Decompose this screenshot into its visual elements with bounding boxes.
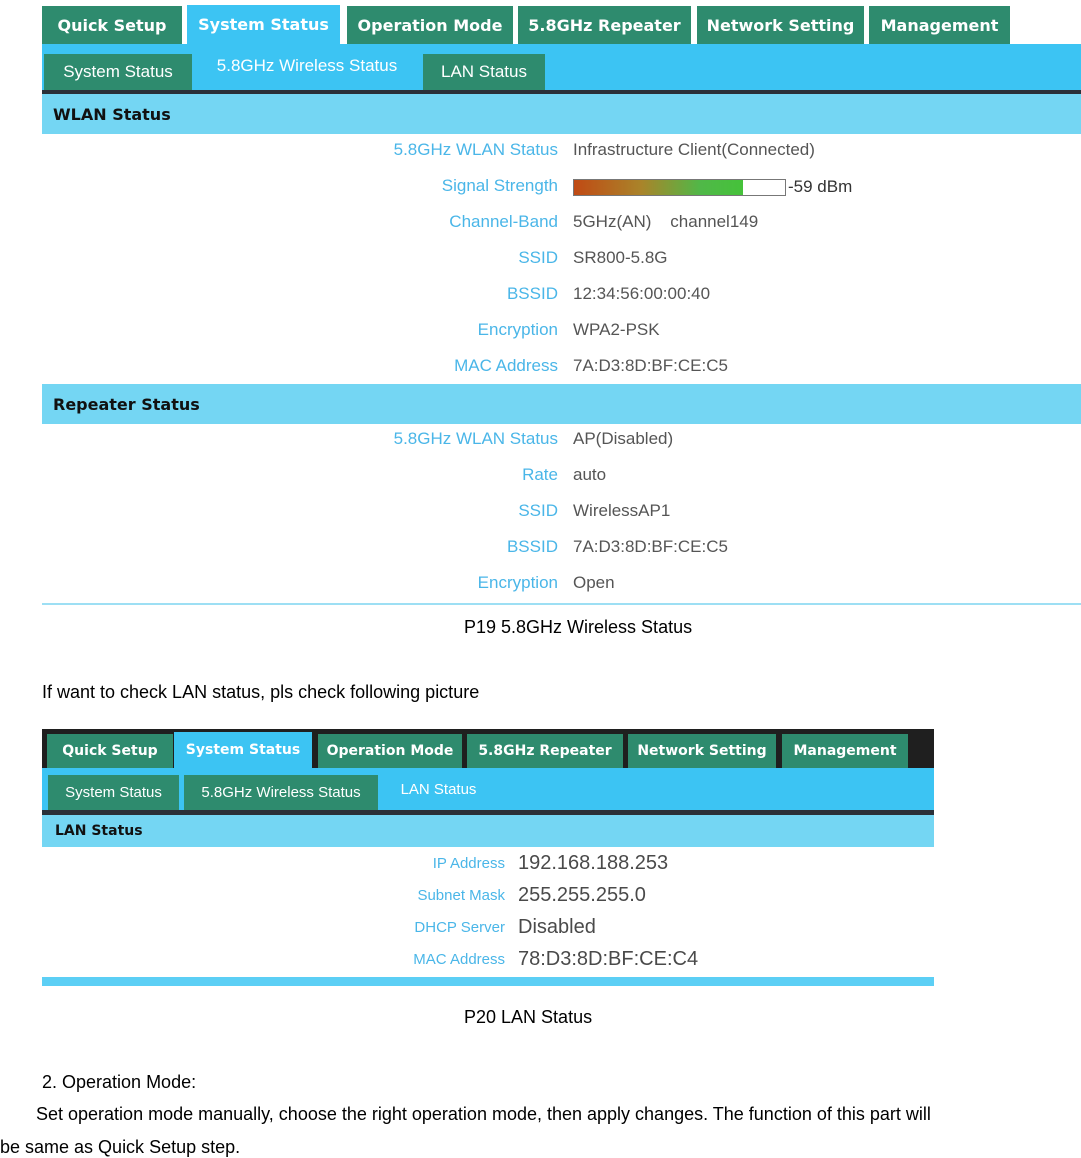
row-value: auto	[573, 465, 607, 484]
row-value: SR800-5.8G	[573, 248, 668, 267]
tab-system-status[interactable]: System Status	[187, 5, 340, 44]
signal-value: -59 dBm	[788, 177, 853, 196]
lan-row-dhcp	[42, 911, 934, 943]
row-label: BSSID	[506, 284, 558, 303]
wlan-row-channel-band	[42, 206, 1081, 242]
row-value: 7A:D3:8D:BF:CE:C5	[573, 356, 728, 375]
row-label: Subnet Mask	[417, 887, 505, 904]
row-label: Rate	[522, 465, 558, 484]
row-value: 7A:D3:8D:BF:CE:C5	[573, 537, 728, 556]
row-label: IP Address	[432, 855, 505, 872]
row-label: SSID	[518, 501, 558, 520]
subtab-system-status[interactable]: System Status	[48, 775, 179, 810]
wlan-row-ssid	[42, 242, 1081, 278]
repeater-status-header: Repeater Status	[42, 384, 1081, 424]
row-label: Channel-Band	[449, 212, 558, 231]
row-value: 5GHz(AN) channel149	[573, 212, 759, 231]
wlan-row-signal	[42, 170, 1081, 206]
row-value: Open	[573, 573, 615, 592]
subtab-lan-status[interactable]: LAN Status	[400, 780, 477, 798]
tab-management[interactable]: Management	[869, 6, 1010, 44]
lan-row-mac	[42, 943, 934, 975]
row-label: MAC Address	[413, 951, 505, 968]
row-label: SSID	[518, 248, 558, 267]
row-label: Encryption	[477, 573, 558, 592]
intro-text: If want to check LAN status, pls check following picture	[42, 682, 480, 702]
row-label: Signal Strength	[441, 176, 558, 195]
wireless-status-screenshot	[42, 0, 1081, 605]
figure-caption-p20: P20 LAN Status	[464, 1007, 593, 1027]
row-label: DHCP Server	[414, 919, 505, 936]
row-value: WirelessAP1	[573, 501, 671, 520]
lan-status-screenshot	[42, 729, 934, 986]
sub-nav	[42, 44, 1081, 90]
subtab-58ghz-wireless-status[interactable]: 5.8GHz Wireless Status	[216, 56, 398, 75]
row-label: 5.8GHz WLAN Status	[393, 429, 558, 448]
bottom-border	[42, 977, 934, 986]
row-label: BSSID	[506, 537, 558, 556]
wlan-row-mac	[42, 350, 1081, 386]
row-label: Encryption	[477, 320, 558, 339]
signal-bar	[573, 179, 786, 196]
wlan-row-encryption	[42, 314, 1081, 350]
row-label: MAC Address	[454, 356, 558, 375]
tab-operation-mode[interactable]: Operation Mode	[318, 734, 462, 768]
figure-caption-p19: P19 5.8GHz Wireless Status	[464, 617, 693, 637]
lan-row-ip	[42, 847, 934, 879]
signal-strength-meter	[573, 177, 852, 197]
row-value: Disabled	[518, 916, 596, 938]
repeater-row-status	[42, 423, 1081, 459]
paragraph-line-1: Set operation mode manually, choose the right operation mode, then apply changes. The function of this part will	[36, 1104, 931, 1124]
row-value: 255.255.255.0	[518, 884, 646, 906]
row-value: WPA2-PSK	[573, 320, 660, 339]
tab-network-setting[interactable]: Network Setting	[628, 734, 776, 768]
subtab-system-status[interactable]: System Status	[44, 54, 192, 90]
lan-status-header: LAN Status	[42, 815, 934, 847]
signal-bar-fill	[574, 180, 743, 195]
row-value: 78:D3:8D:BF:CE:C4	[518, 948, 699, 970]
repeater-row-ssid	[42, 495, 1081, 531]
wlan-row-status	[42, 134, 1081, 170]
tab-operation-mode[interactable]: Operation Mode	[347, 6, 513, 44]
repeater-row-bssid	[42, 531, 1081, 567]
tab-quick-setup[interactable]: Quick Setup	[42, 6, 182, 44]
row-value: 192.168.188.253	[518, 852, 669, 874]
sub-nav	[42, 768, 934, 810]
tab-system-status[interactable]: System Status	[174, 732, 312, 768]
row-value: Infrastructure Client(Connected)	[573, 140, 815, 159]
main-nav	[42, 0, 1081, 44]
repeater-row-encryption	[42, 567, 1081, 603]
paragraph-line-2: be same as Quick Setup step.	[0, 1137, 241, 1157]
row-value: AP(Disabled)	[573, 429, 674, 448]
tab-network-setting[interactable]: Network Setting	[697, 6, 864, 44]
wlan-status-header: WLAN Status	[42, 94, 1081, 134]
subtab-58ghz-wireless-status[interactable]: 5.8GHz Wireless Status	[184, 775, 378, 810]
tab-58ghz-repeater[interactable]: 5.8GHz Repeater	[467, 734, 623, 768]
main-nav	[42, 729, 934, 768]
subtab-lan-status[interactable]: LAN Status	[423, 54, 545, 90]
bottom-border	[42, 603, 1081, 605]
row-label: 5.8GHz WLAN Status	[393, 140, 558, 159]
row-value: 12:34:56:00:00:40	[573, 284, 711, 303]
section-heading: 2. Operation Mode:	[42, 1072, 197, 1092]
repeater-row-rate	[42, 459, 1081, 495]
wlan-row-bssid	[42, 278, 1081, 314]
tab-quick-setup[interactable]: Quick Setup	[47, 734, 173, 768]
tab-58ghz-repeater[interactable]: 5.8GHz Repeater	[518, 6, 691, 44]
tab-management[interactable]: Management	[782, 734, 908, 768]
lan-row-subnet	[42, 879, 934, 911]
